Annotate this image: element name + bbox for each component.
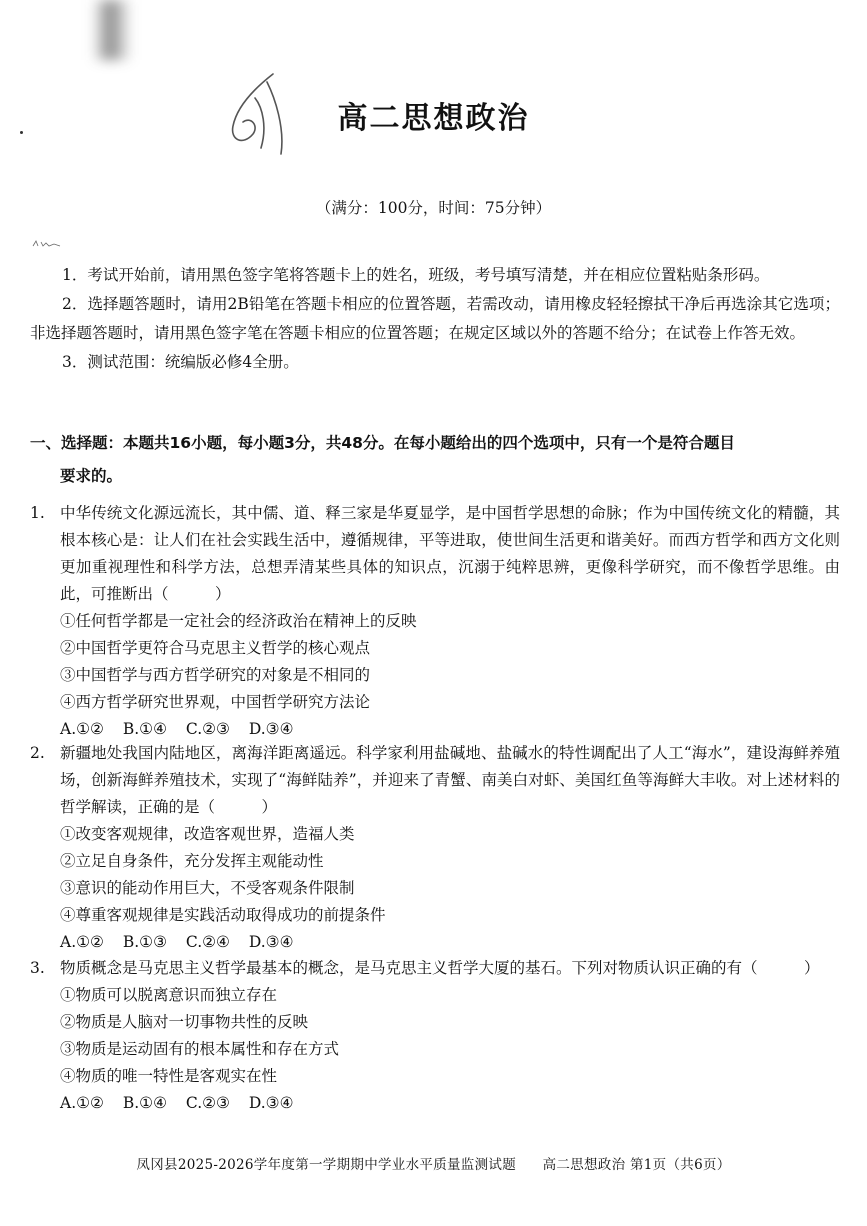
statement-option: ④西方哲学研究世界观，中国哲学研究方法论	[60, 693, 371, 711]
choice-c: C.②③	[185, 1094, 230, 1112]
choice-b: B.①③	[122, 933, 167, 951]
footer-page-info: 高二思想政治 第1页（共6页）	[542, 1157, 731, 1173]
choice-d: D.③④	[248, 720, 294, 738]
question-stem: 物质概念是马克思主义哲学最基本的概念，是马克思主义哲学大厦的基石。下列对物质认识正确的有（ ）	[60, 959, 820, 977]
statement-option: ②中国哲学更符合马克思主义哲学的核心观点	[60, 639, 371, 657]
instruction-item: 3．测试范围：统编版必修4全册。	[62, 353, 299, 371]
scan-smear	[92, 0, 132, 60]
statement-option: ③中国哲学与西方哲学研究的对象是不相同的	[60, 666, 371, 684]
answer-choices	[60, 716, 840, 743]
section-heading-line: 要求的。	[60, 467, 123, 485]
choice-c: C.②③	[185, 720, 230, 738]
page-footer	[0, 1153, 867, 1173]
question-number: 3.	[30, 959, 45, 977]
choice-c: C.②④	[185, 933, 230, 951]
statement-option: ③意识的能动作用巨大，不受客观条件限制	[60, 879, 355, 897]
question-1	[30, 500, 840, 743]
section-heading-line: 一、选择题：本题共16小题，每小题3分，共48分。在每小题给出的四个选项中，只有一个是符合题目	[30, 434, 735, 452]
question-stem: 新疆地处我国内陆地区，离海洋距离遥远。科学家利用盐碱地、盐碱水的特性调配出了人工“海水”，建设海鲜养殖场，创新海鲜养殖技术，实现了“海鲜陆养”，并迎来了青蟹、南美白对虾、美国红鱼等海鲜大丰收。对上述材料的哲学解读，正确的是（ ）	[60, 744, 840, 816]
choice-a: A.①②	[60, 933, 104, 951]
exam-instructions	[30, 261, 840, 377]
instruction-item: 1．考试开始前，请用黑色签字笔将答题卡上的姓名，班级，考号填写清楚，并在相应位置粘贴条形码。	[62, 266, 770, 284]
exam-score-time: （满分：100分，时间：75分钟）	[315, 199, 552, 217]
choice-d: D.③④	[248, 933, 294, 951]
page-title: 高二思想政治	[337, 101, 530, 136]
choice-b: B.①④	[122, 1094, 167, 1112]
question-3	[30, 955, 840, 1117]
statement-option: ③物质是运动固有的根本属性和存在方式	[60, 1040, 340, 1058]
statement-option: ②立足自身条件，充分发挥主观能动性	[60, 852, 324, 870]
footer-exam-name: 凤冈县2025-2026学年度第一学期期中学业水平质量监测试题	[136, 1157, 516, 1173]
statement-option: ①改变客观规律，改造客观世界，造福人类	[60, 825, 355, 843]
answer-choices	[60, 929, 840, 956]
choice-a: A.①②	[60, 1094, 104, 1112]
question-2	[30, 740, 840, 956]
question-number: 1.	[30, 504, 45, 522]
section-heading	[30, 428, 842, 491]
statement-option: ④物质的唯一特性是客观实在性	[60, 1067, 278, 1085]
choice-b: B.①④	[122, 720, 167, 738]
scan-mark	[32, 240, 62, 248]
statement-option: ④尊重客观规律是实践活动取得成功的前提条件	[60, 906, 386, 924]
answer-choices	[60, 1090, 840, 1117]
instruction-item: 2．选择题答题时，请用2B铅笔在答题卡相应的位置答题，若需改动，请用橡皮轻轻擦拭干净后再选涂其它选项；非选择题答题时，请用黑色签字笔在答题卡相应的位置答题；在规定区域以外的答题不给分；在试卷上作答无效。	[30, 295, 840, 342]
choice-a: A.①②	[60, 720, 104, 738]
choice-d: D.③④	[248, 1094, 294, 1112]
question-number: 2.	[30, 744, 45, 762]
statement-option: ①物质可以脱离意识而独立存在	[60, 986, 278, 1004]
statement-option: ①任何哲学都是一定社会的经济政治在精神上的反映	[60, 612, 417, 630]
question-stem: 中华传统文化源远流长，其中儒、道、释三家是华夏显学，是中国哲学思想的命脉；作为中国传统文化的精髓，其根本核心是：让人们在社会实践生活中，遵循规律，平等进取，使世间生活更和谐美好。而西方哲学和西方文化则更加重视理性和科学方法，总想弄清某些具体的知识点，沉溺于纯粹思辨，更像科学研究，而不像哲学思维。由此，可推断出（ ）	[60, 504, 840, 603]
statement-option: ②物质是人脑对一切事物共性的反映	[60, 1013, 309, 1031]
